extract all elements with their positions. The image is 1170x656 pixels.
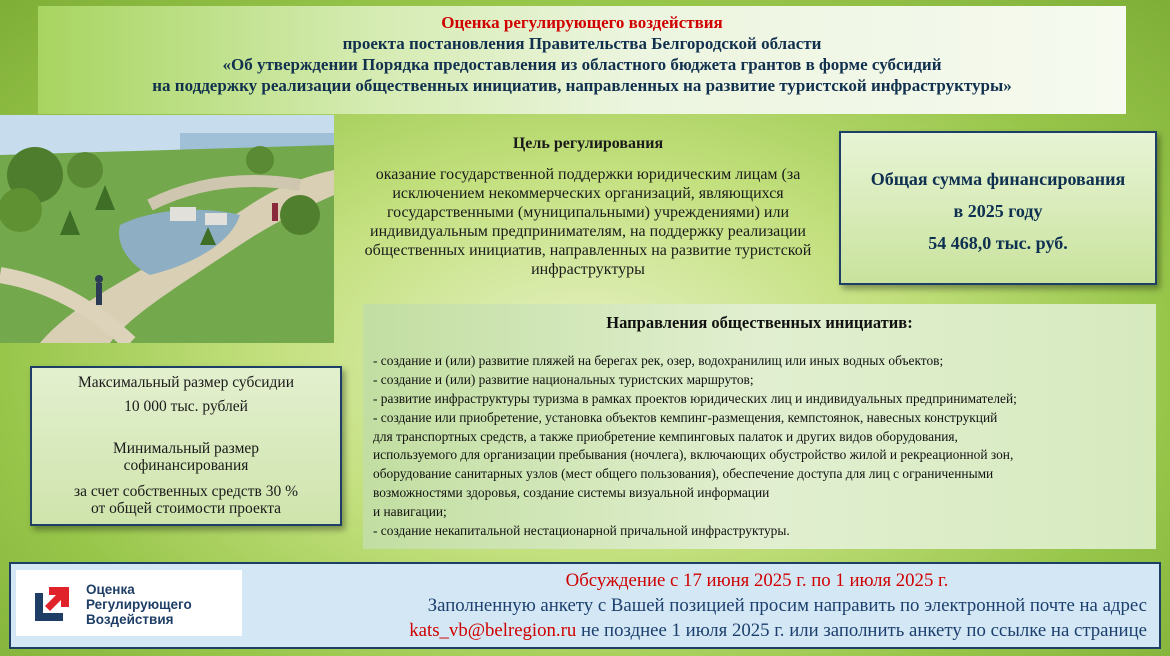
min-cofinancing-label: Минимальный размер (112, 440, 260, 457)
subsidy-box (30, 366, 342, 526)
regulation-goal (346, 134, 830, 298)
orv-logo (16, 570, 242, 636)
park-illustration (0, 115, 334, 343)
footer (9, 562, 1161, 649)
funding-year: в 2025 году (953, 201, 1043, 221)
direction-item: - создание и (или) развитие национальных туристских маршрутов; (373, 371, 754, 387)
header-document-title-2: на поддержку реализации общественных инициатив, направленных на развитие туристской инфраструктуры» (152, 76, 1012, 95)
orv-logo-icon (31, 583, 73, 625)
goal-text: оказание государственной поддержки юридическим лицам (за исключением некоммерческих организаций, являющихся государственными (муниципальными) учреждениями) или индивидуальным предпринимателям, на поддержку реализации общественных инициатив, направленных на развитие туристской инфраструктуры (364, 166, 812, 278)
initiative-directions (363, 304, 1156, 549)
max-subsidy-label: Максимальный размер субсидии (78, 374, 294, 391)
footer-request: Заполненную анкету с Вашей позицией просим направить по электронной почте на адрес (427, 595, 1147, 616)
footer-deadline (409, 618, 1147, 643)
direction-item: - создание и (или) развитие пляжей на берегах рек, озер, водохранилищ или иных водных объектов; (373, 352, 944, 368)
direction-item: - создание или приобретение, установка объектов кемпинг-размещения, кемпстоянок, навесных конструкций для транспортных средств, а также приобретение кемпинговых палаток и других видов оборудования, используемого для организации пребывания (ночлега), включающих обустройство жилой и рекреационной зон, оборудование санитарных узлов (мест общего пользования), обеспечение доступа для лиц с ограниченными возможностями здоровья, создание системы визуальной информации и навигации; (373, 409, 1014, 520)
discussion-dates: Обсуждение с 17 июня 2025 г. по 1 июля 2025 г. (565, 570, 949, 591)
min-cofinancing-label-2: софинансирования (123, 457, 249, 474)
funding-amount: 54 468,0 тыс. руб. (928, 233, 1068, 253)
min-cofinancing-value: за счет собственных средств 30 % (73, 483, 298, 500)
funding-box (839, 131, 1157, 285)
logo-text: Оценка Регулирующего Воздействия (86, 582, 192, 627)
header-subtitle: проекта постановления Правительства Белгородской области (342, 34, 822, 53)
goal-title: Цель регулирования (512, 135, 664, 152)
page-header (38, 6, 1126, 114)
direction-item: - развитие инфраструктуры туризма в рамках проектов юридических лиц и индивидуальных предпринимателей; (373, 390, 1017, 406)
min-cofinancing-value-2: от общей стоимости проекта (90, 500, 282, 517)
funding-label: Общая сумма финансирования (870, 169, 1126, 189)
max-subsidy-value: 10 000 тыс. рублей (124, 398, 248, 415)
header-title: Оценка регулирующего воздействия (441, 13, 723, 32)
footer-info (409, 568, 1147, 643)
directions-title: Направления общественных инициатив: (606, 313, 913, 332)
footer-deadline-text: не позднее 1 июля 2025 г. или заполнить анкету по ссылке на странице (576, 620, 1147, 641)
direction-item: - создание некапитальной нестационарной причальной инфраструктуры. (373, 523, 790, 539)
email-link[interactable]: kats_vb@belregion.ru (409, 620, 577, 641)
park-rendering-image (0, 115, 334, 343)
header-document-title-1: «Об утверждении Порядка предоставления из областного бюджета грантов в форме субсидий (222, 55, 942, 74)
